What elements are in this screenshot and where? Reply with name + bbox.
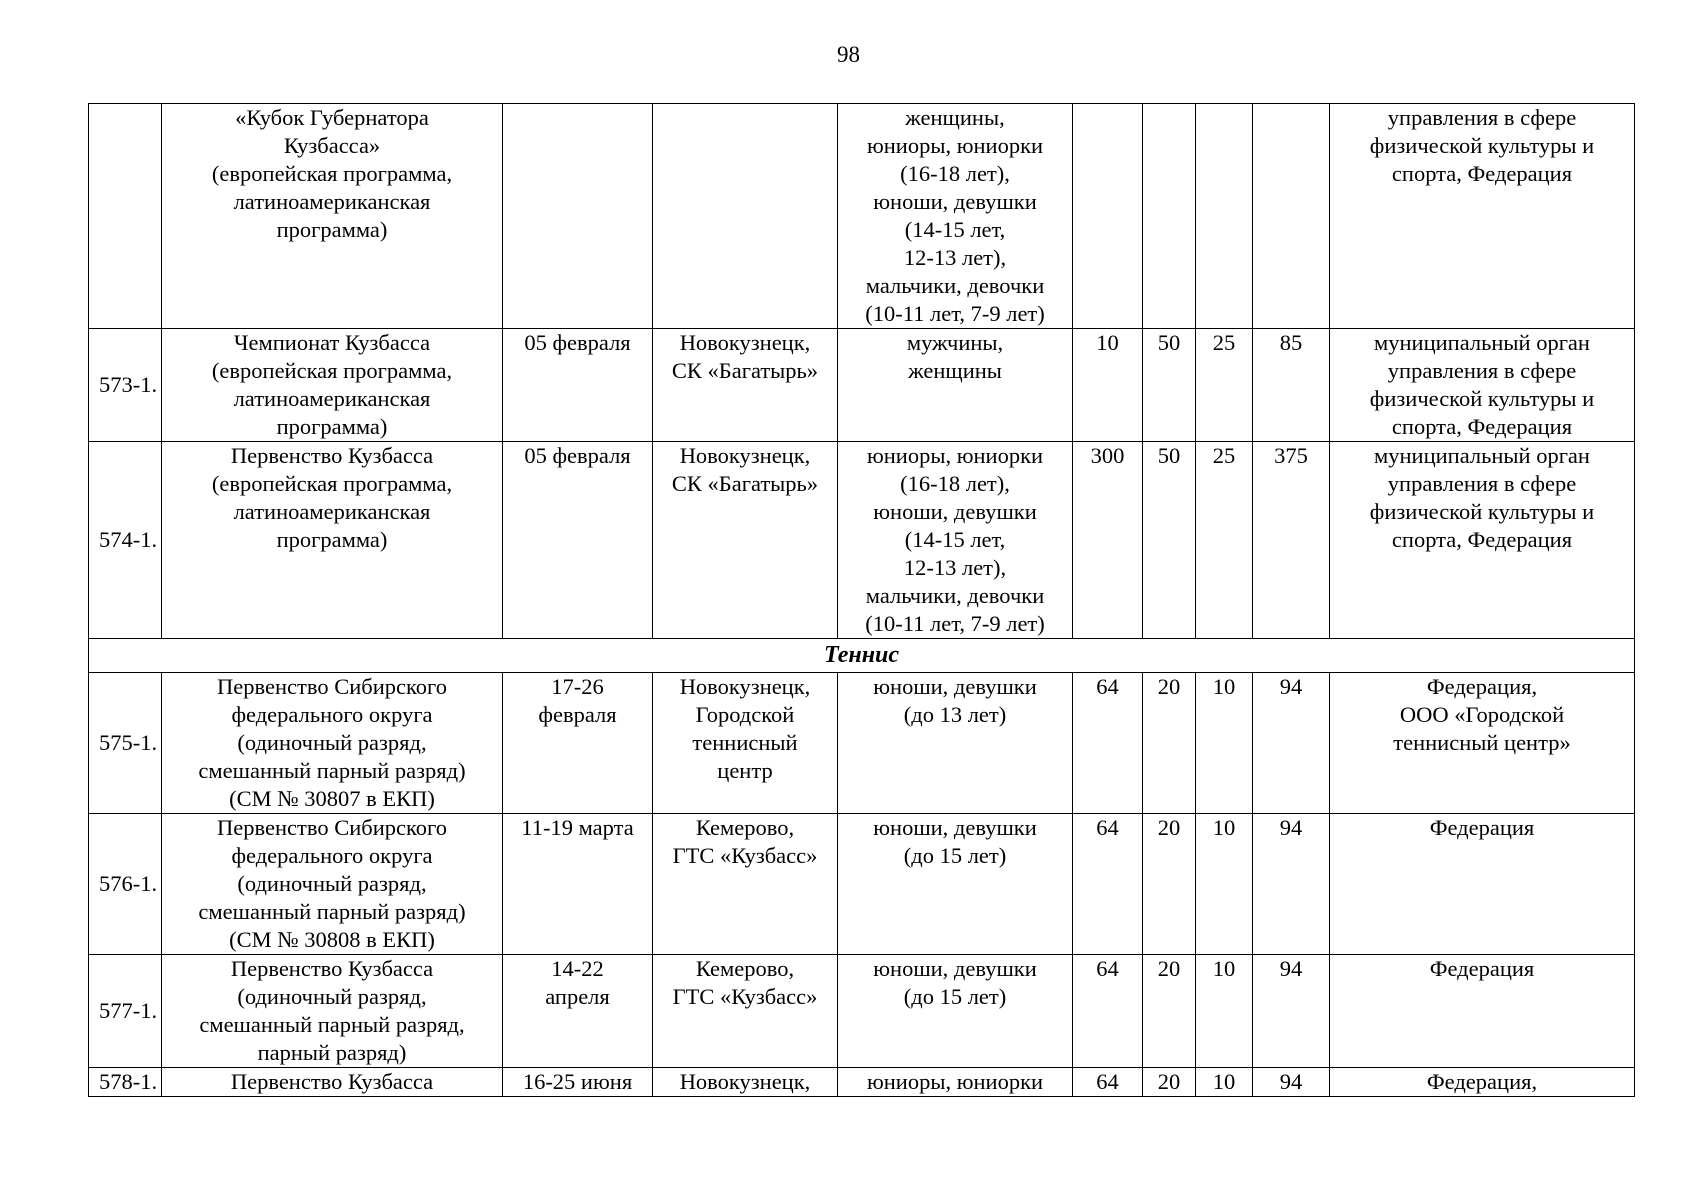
organizer-cell	[1330, 955, 1635, 1068]
cell-line: муниципальный орган	[1374, 330, 1590, 355]
cell-line: февраля	[538, 702, 617, 727]
event-venue-cell	[653, 955, 838, 1068]
cell-line: «Кубок Губернатора	[235, 105, 429, 130]
cell-line: 11-19 марта	[521, 815, 634, 840]
event-dates-cell	[503, 814, 653, 955]
count-2-cell: 20	[1143, 814, 1196, 955]
cell-line: латиноамериканская	[233, 499, 431, 524]
cell-line: Чемпионат Кузбасса	[233, 330, 431, 355]
cell-line: теннисный	[692, 730, 798, 755]
cell-line: управления в сфере	[1387, 471, 1577, 496]
cell-line: Первенство Сибирского	[217, 815, 447, 840]
count-1-cell: 64	[1073, 1068, 1143, 1097]
cell-line: юноши, девушки	[873, 189, 1037, 214]
cell-line: юниоры, юниорки	[866, 443, 1044, 468]
count-1-cell: 64	[1073, 955, 1143, 1068]
count-3-cell: 10	[1196, 673, 1253, 814]
cell-line: Кемерово,	[695, 956, 795, 981]
event-name-cell	[162, 673, 503, 814]
page-number: 98	[837, 42, 860, 67]
event-dates-cell	[503, 1068, 653, 1097]
count-3-cell: 10	[1196, 1068, 1253, 1097]
events-table	[88, 103, 1635, 1097]
participants-cell	[838, 1068, 1073, 1097]
cell-line: латиноамериканская	[233, 386, 431, 411]
event-number-cell: 578-1.	[89, 1068, 162, 1097]
cell-line: Новокузнецк,	[679, 330, 811, 355]
cell-line: центр	[717, 758, 773, 783]
count-3-cell	[1196, 104, 1253, 329]
total-count-cell: 94	[1253, 1068, 1330, 1097]
event-venue-cell	[653, 329, 838, 442]
section-header-row	[89, 639, 1635, 673]
organizer-cell	[1330, 673, 1635, 814]
participants-cell	[838, 955, 1073, 1068]
organizer-cell	[1330, 104, 1635, 329]
cell-line: апреля	[545, 984, 610, 1009]
cell-line: мальчики, девочки	[865, 273, 1045, 298]
event-dates-cell	[503, 329, 653, 442]
event-number-cell: 576-1.	[89, 814, 162, 955]
participants-cell	[838, 673, 1073, 814]
table-row	[89, 104, 1635, 329]
cell-line: физической культуры и	[1369, 133, 1595, 158]
cell-line: Первенство Сибирского	[217, 674, 447, 699]
cell-line: 14-22	[551, 956, 604, 981]
cell-line: физической культуры и	[1369, 386, 1595, 411]
cell-line: (до 15 лет)	[903, 843, 1007, 868]
cell-line: Новокузнецк,	[679, 674, 811, 699]
count-2-cell: 20	[1143, 1068, 1196, 1097]
cell-line: смешанный парный разряд)	[198, 758, 466, 783]
cell-line: (СМ № 30807 в ЕКП)	[229, 786, 435, 811]
event-venue-cell	[653, 104, 838, 329]
cell-line: ГТС «Кузбасс»	[672, 843, 818, 868]
cell-line: 16-25 июня	[522, 1069, 633, 1094]
cell-line: 05 февраля	[524, 330, 631, 355]
cell-line: (10-11 лет, 7-9 лет)	[865, 301, 1045, 326]
count-1-cell: 300	[1073, 442, 1143, 639]
cell-line: 05 февраля	[524, 443, 631, 468]
total-count-cell: 85	[1253, 329, 1330, 442]
event-dates-cell	[503, 104, 653, 329]
count-1-cell: 10	[1073, 329, 1143, 442]
cell-line: (одиночный разряд,	[237, 871, 427, 896]
total-count-cell: 94	[1253, 814, 1330, 955]
cell-line: ООО «Городской	[1399, 702, 1565, 727]
cell-line: Новокузнецк,	[679, 1069, 811, 1094]
cell-line: Первенство Кузбасса	[230, 443, 434, 468]
cell-line: спорта, Федерация	[1391, 414, 1573, 439]
event-venue-cell	[653, 673, 838, 814]
cell-line: юноши, девушки	[873, 499, 1037, 524]
organizer-cell	[1330, 814, 1635, 955]
cell-line: (европейская программа,	[211, 358, 453, 383]
cell-line: (европейская программа,	[211, 471, 453, 496]
count-1-cell	[1073, 104, 1143, 329]
total-count-cell	[1253, 104, 1330, 329]
cell-line: Первенство Кузбасса	[230, 1069, 434, 1094]
cell-line: юноши, девушки	[873, 815, 1037, 840]
cell-line: физической культуры и	[1369, 499, 1595, 524]
cell-line: Федерация	[1429, 956, 1535, 981]
cell-line: юноши, девушки	[873, 956, 1037, 981]
participants-cell	[838, 104, 1073, 329]
cell-line: 12-13 лет),	[903, 245, 1007, 270]
cell-line: федерального округа	[231, 843, 433, 868]
cell-line: смешанный парный разряд,	[199, 1012, 465, 1037]
cell-line: женщины,	[905, 105, 1005, 130]
cell-line: Новокузнецк,	[679, 443, 811, 468]
cell-line: (одиночный разряд,	[237, 984, 427, 1009]
event-name-cell	[162, 104, 503, 329]
cell-line: парный разряд)	[257, 1040, 407, 1065]
cell-line: (16-18 лет),	[900, 161, 1010, 186]
cell-line: управления в сфере	[1387, 105, 1577, 130]
table-row	[89, 1068, 1635, 1097]
event-number-cell	[89, 104, 162, 329]
cell-line: (16-18 лет),	[900, 471, 1010, 496]
count-1-cell: 64	[1073, 673, 1143, 814]
cell-line: ГТС «Кузбасс»	[672, 984, 818, 1009]
cell-line: (10-11 лет, 7-9 лет)	[865, 611, 1045, 636]
cell-line: женщины	[908, 358, 1002, 383]
cell-line: программа)	[276, 527, 388, 552]
cell-line: юноши, девушки	[873, 674, 1037, 699]
event-name-cell	[162, 1068, 503, 1097]
cell-line: муниципальный орган	[1374, 443, 1590, 468]
cell-line: (европейская программа,	[211, 161, 453, 186]
event-number-cell: 577-1.	[89, 955, 162, 1068]
cell-line: теннисный центр»	[1393, 730, 1571, 755]
cell-line: Федерация,	[1426, 674, 1538, 699]
count-3-cell: 10	[1196, 955, 1253, 1068]
cell-line: (одиночный разряд,	[237, 730, 427, 755]
cell-line: (до 15 лет)	[903, 984, 1007, 1009]
cell-line: программа)	[276, 414, 388, 439]
table-row	[89, 329, 1635, 442]
count-2-cell: 50	[1143, 329, 1196, 442]
cell-line: управления в сфере	[1387, 358, 1577, 383]
table-row	[89, 442, 1635, 639]
cell-line: (до 13 лет)	[903, 702, 1007, 727]
cell-line: (14-15 лет,	[904, 217, 1006, 242]
cell-line: 17-26	[551, 674, 604, 699]
event-number-cell: 575-1.	[89, 673, 162, 814]
event-name-cell	[162, 329, 503, 442]
organizer-cell	[1330, 442, 1635, 639]
cell-line: юниоры, юниорки	[866, 1069, 1044, 1094]
count-2-cell: 20	[1143, 673, 1196, 814]
count-1-cell: 64	[1073, 814, 1143, 955]
table-row	[89, 955, 1635, 1068]
cell-line: Федерация	[1429, 815, 1535, 840]
count-3-cell: 10	[1196, 814, 1253, 955]
participants-cell	[838, 329, 1073, 442]
event-name-cell	[162, 442, 503, 639]
count-2-cell: 20	[1143, 955, 1196, 1068]
cell-line: Городской	[695, 702, 795, 727]
total-count-cell: 375	[1253, 442, 1330, 639]
event-dates-cell	[503, 955, 653, 1068]
cell-line: Кемерово,	[695, 815, 795, 840]
section-title: Теннис	[89, 639, 1635, 673]
cell-line: Кузбасса»	[283, 133, 381, 158]
cell-line: юниоры, юниорки	[866, 133, 1044, 158]
event-number-cell: 574-1.	[89, 442, 162, 639]
cell-line: программа)	[276, 217, 388, 242]
event-dates-cell	[503, 673, 653, 814]
organizer-cell	[1330, 1068, 1635, 1097]
count-2-cell: 50	[1143, 442, 1196, 639]
cell-line: смешанный парный разряд)	[198, 899, 466, 924]
cell-line: спорта, Федерация	[1391, 161, 1573, 186]
participants-cell	[838, 442, 1073, 639]
event-name-cell	[162, 955, 503, 1068]
count-3-cell: 25	[1196, 329, 1253, 442]
cell-line: федерального округа	[231, 702, 433, 727]
event-number-cell: 573-1.	[89, 329, 162, 442]
cell-line: Первенство Кузбасса	[230, 956, 434, 981]
table-row	[89, 814, 1635, 955]
cell-line: (СМ № 30808 в ЕКП)	[229, 927, 435, 952]
event-venue-cell	[653, 1068, 838, 1097]
cell-line: Федерация,	[1426, 1069, 1538, 1094]
cell-line: латиноамериканская	[233, 189, 431, 214]
cell-line: 12-13 лет),	[903, 555, 1007, 580]
count-2-cell	[1143, 104, 1196, 329]
event-venue-cell	[653, 814, 838, 955]
organizer-cell	[1330, 329, 1635, 442]
participants-cell	[838, 814, 1073, 955]
count-3-cell: 25	[1196, 442, 1253, 639]
cell-line: СК «Багатырь»	[671, 358, 819, 383]
total-count-cell: 94	[1253, 673, 1330, 814]
cell-line: СК «Багатырь»	[671, 471, 819, 496]
total-count-cell: 94	[1253, 955, 1330, 1068]
event-venue-cell	[653, 442, 838, 639]
event-name-cell	[162, 814, 503, 955]
cell-line: мальчики, девочки	[865, 583, 1045, 608]
table-body	[89, 104, 1635, 1097]
table-row	[89, 673, 1635, 814]
event-dates-cell	[503, 442, 653, 639]
cell-line: мужчины,	[906, 330, 1004, 355]
cell-line: спорта, Федерация	[1391, 527, 1573, 552]
cell-line: (14-15 лет,	[904, 527, 1006, 552]
